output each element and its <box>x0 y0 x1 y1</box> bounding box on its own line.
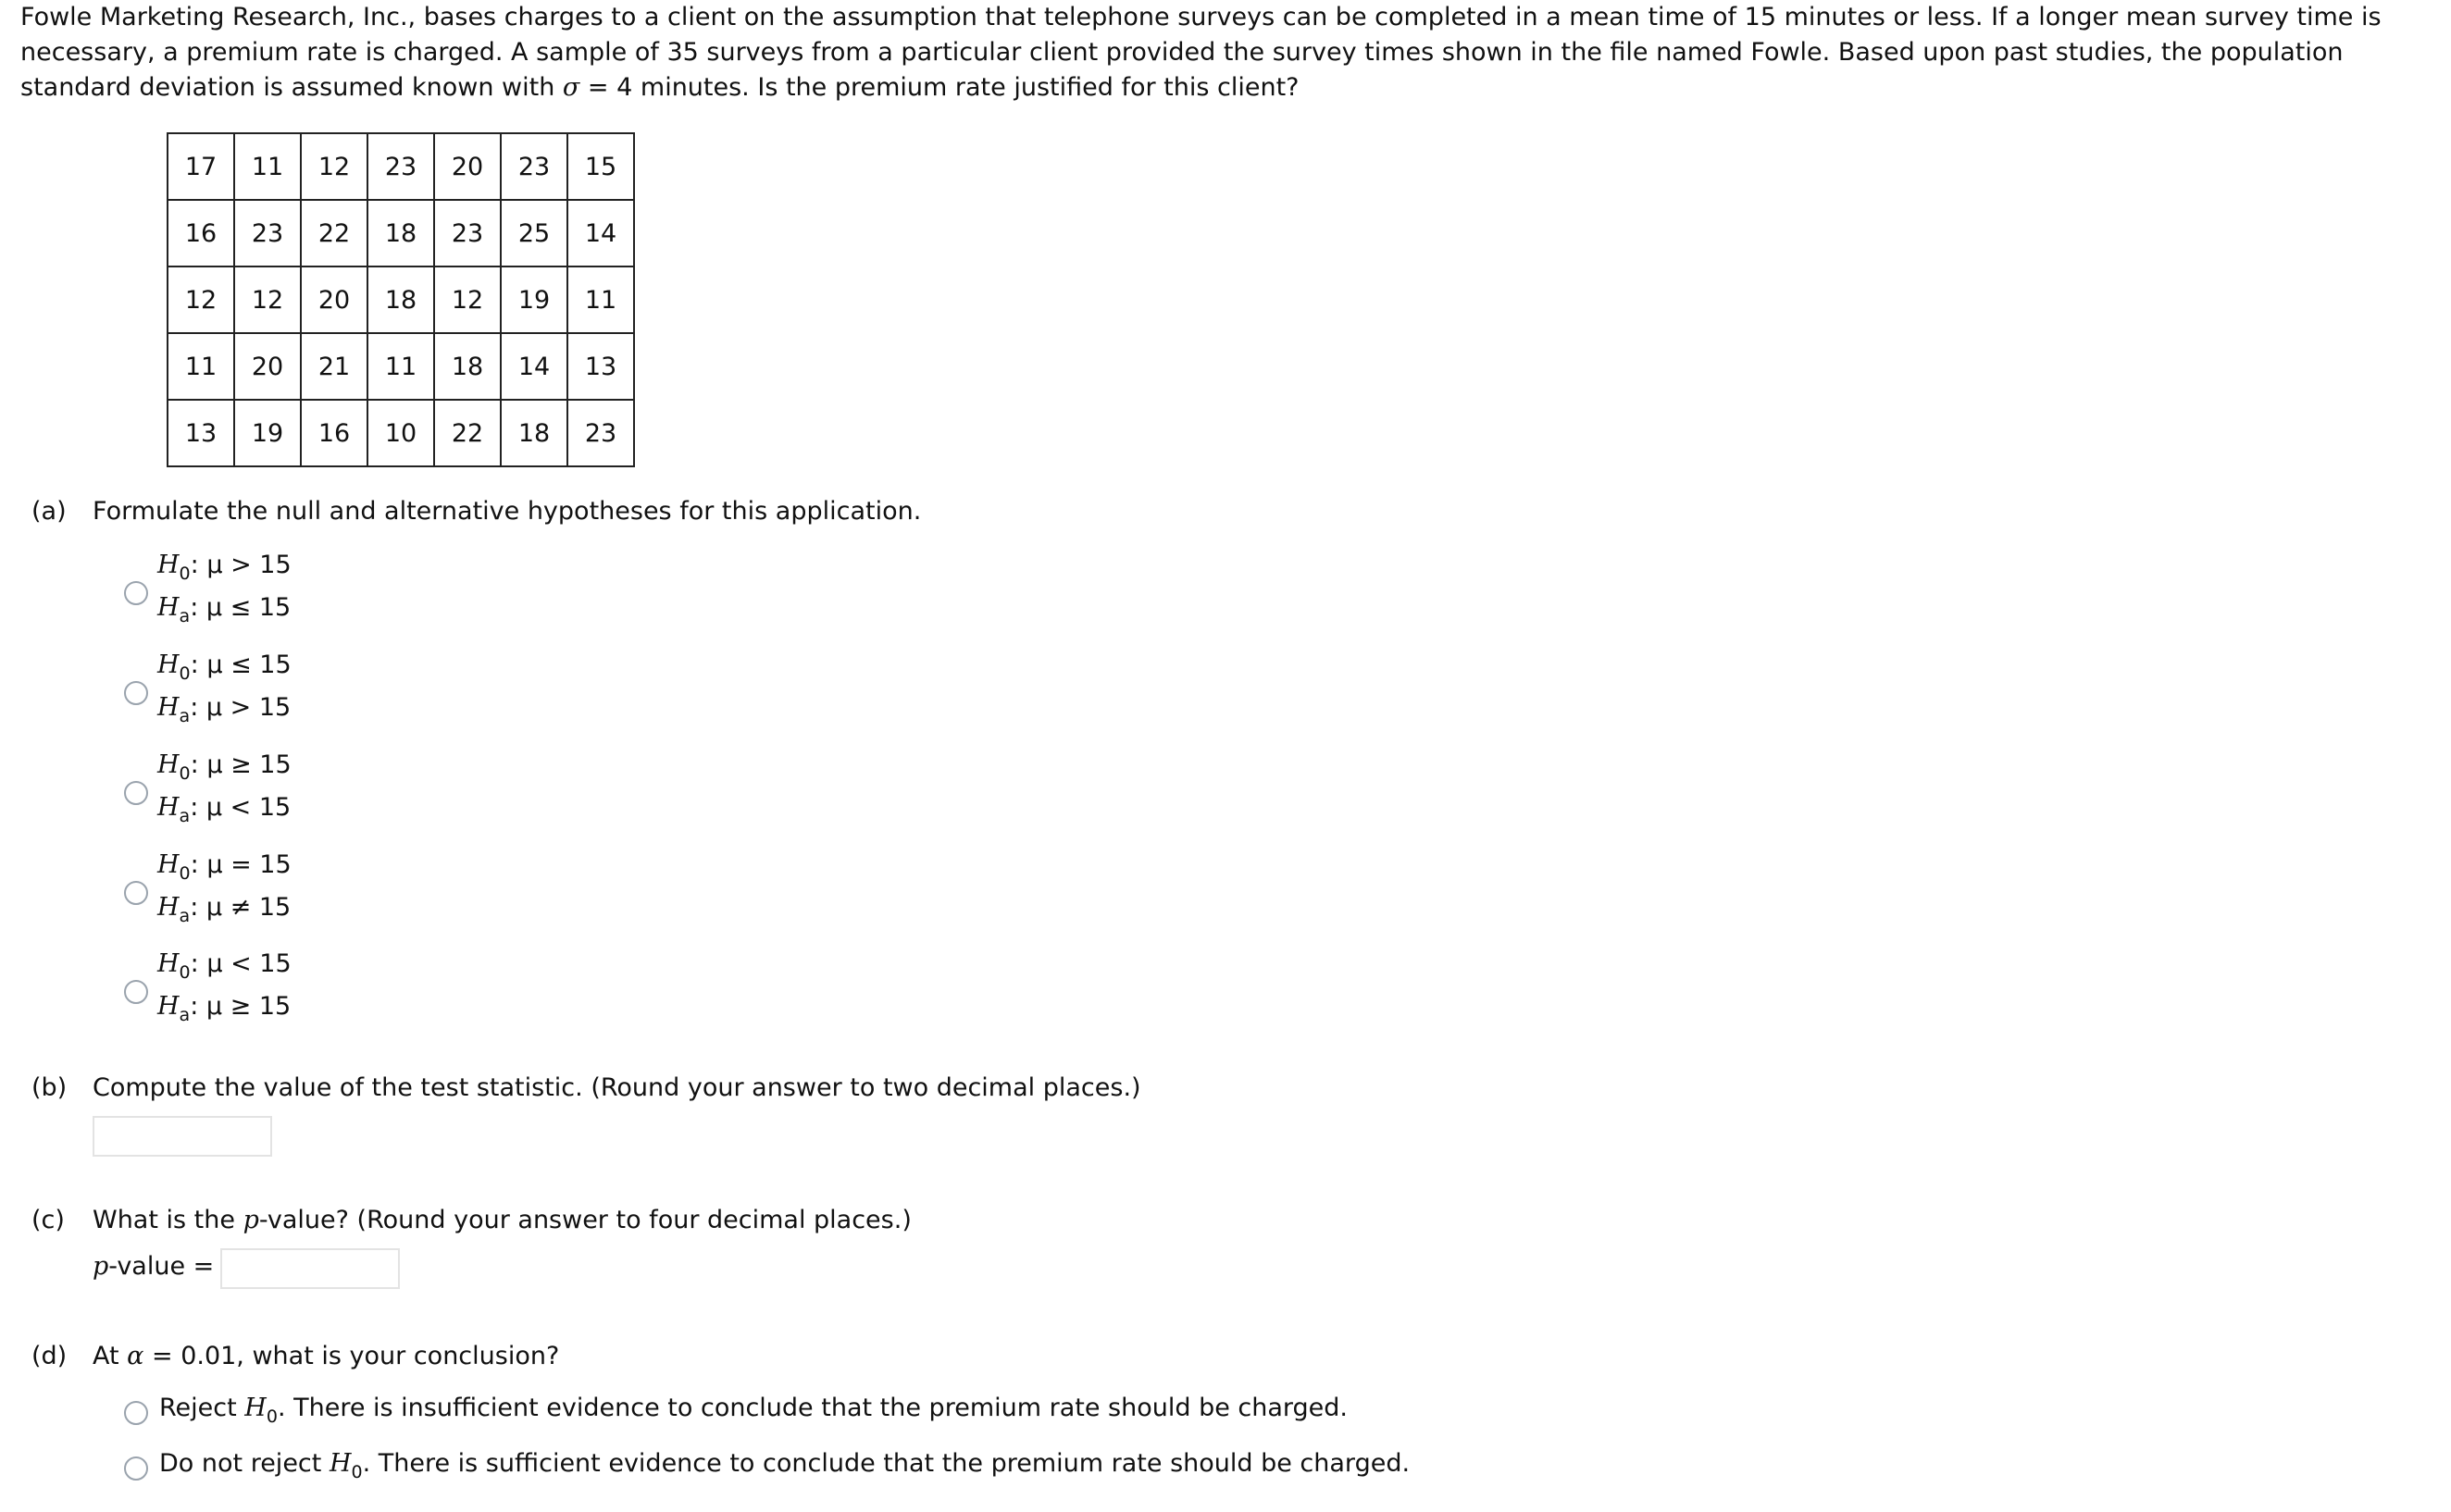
p-value-label-text: -value = <box>108 1252 215 1281</box>
table-cell: 23 <box>367 133 434 200</box>
ha-subscript: a <box>179 806 191 826</box>
table-cell: 20 <box>301 266 367 333</box>
alt-expression: μ > 15 <box>205 693 292 722</box>
h-symbol: H <box>157 850 180 879</box>
table-cell: 11 <box>168 333 234 400</box>
radio-button[interactable] <box>124 881 148 905</box>
hypothesis-option[interactable] <box>124 644 587 727</box>
table-cell: 18 <box>434 333 501 400</box>
alternative-hypothesis: $H_a$: μ > 15 <box>157 693 292 726</box>
conclusion-post: . There is sufficient evidence to conclude that the premium rate should be charged. <box>362 1449 1411 1478</box>
null-hypothesis: $H_0$: μ ≥ 15 <box>157 750 292 784</box>
table-cell: 22 <box>434 400 501 466</box>
alternative-hypothesis: $H_a$: μ ≥ 15 <box>157 992 292 1025</box>
alternative-hypothesis: $H_a$: μ ≤ 15 <box>157 593 292 626</box>
table-cell: 12 <box>301 133 367 200</box>
h-symbol: H <box>329 1449 352 1478</box>
table-cell: 11 <box>567 266 634 333</box>
table-cell: 11 <box>234 133 301 200</box>
h-symbol: H <box>157 793 180 822</box>
alt-expression: μ < 15 <box>205 793 292 822</box>
null-expression: μ = 15 <box>206 850 292 879</box>
alpha-symbol: α <box>127 1342 144 1370</box>
table-cell: 23 <box>234 200 301 266</box>
part-c-text-1: What is the <box>93 1206 243 1234</box>
table-cell: 17 <box>168 133 234 200</box>
table-cell: 15 <box>567 133 634 200</box>
part-c-text-2: -value? (Round your answer to four decimal places.) <box>258 1206 912 1234</box>
null-hypothesis: $H_0$: μ < 15 <box>157 949 292 983</box>
radio-button[interactable] <box>124 581 148 605</box>
table-cell: 16 <box>168 200 234 266</box>
hypothesis-option[interactable] <box>124 744 587 827</box>
radio-button[interactable] <box>124 781 148 805</box>
hypothesis-option[interactable] <box>124 544 587 627</box>
table-cell: 25 <box>501 200 567 266</box>
test-statistic-input[interactable] <box>93 1116 272 1157</box>
h0-subscript: 0 <box>179 962 191 983</box>
h-symbol: H <box>244 1394 267 1422</box>
table-cell: 19 <box>234 400 301 466</box>
table-cell: 23 <box>567 400 634 466</box>
null-expression: μ < 15 <box>206 949 292 978</box>
conclusion-text <box>159 1449 1410 1482</box>
ha-subscript: a <box>179 1005 191 1025</box>
table-cell: 13 <box>168 400 234 466</box>
table-cell: 14 <box>501 333 567 400</box>
alt-expression: μ ≤ 15 <box>205 593 292 622</box>
table-cell: 21 <box>301 333 367 400</box>
table-cell: 20 <box>234 333 301 400</box>
table-row <box>168 200 634 266</box>
h-symbol: H <box>157 693 180 722</box>
intro-text-2: = 4 minutes. Is the premium rate justified for this client? <box>579 73 1300 102</box>
table-cell: 16 <box>301 400 367 466</box>
radio-button[interactable] <box>124 980 148 1004</box>
part-a-text: Formulate the null and alternative hypotheses for this application. <box>93 497 922 526</box>
intro-text-1: Fowle Marketing Research, Inc., bases charges to a client on the assumption that telephone surveys can be completed in a mean time of 15 minutes or less. If a longer mean survey time is necessary, a premium rate is charged. A sample of 35 surveys from a particular client provided the survey times shown in the file named Fowle. Based upon past studies, the population standard deviation is assumed known with <box>20 3 2382 102</box>
table-row <box>168 133 634 200</box>
h-symbol: H <box>157 750 180 779</box>
null-hypothesis: $H_0$: μ > 15 <box>157 551 292 584</box>
table-row <box>168 266 634 333</box>
conclusion-pre: Do not reject <box>159 1449 330 1478</box>
p-value-label <box>93 1252 214 1281</box>
h0-subscript: 0 <box>179 564 191 584</box>
part-d-question <box>31 1342 559 1370</box>
null-hypothesis: $H_0$: μ = 15 <box>157 850 292 884</box>
table-row <box>168 333 634 400</box>
part-d-text-1: At <box>93 1342 128 1370</box>
table-cell: 12 <box>234 266 301 333</box>
p-value-input[interactable] <box>220 1248 400 1289</box>
h-symbol: H <box>157 651 180 679</box>
sigma-symbol: σ <box>562 73 580 102</box>
h-symbol: H <box>157 593 180 622</box>
h0-subscript: 0 <box>179 763 191 784</box>
null-expression: μ ≤ 15 <box>206 651 292 679</box>
part-c-question <box>31 1206 912 1234</box>
table-cell: 13 <box>567 333 634 400</box>
alt-expression: μ ≥ 15 <box>205 992 292 1021</box>
h0-subscript: 0 <box>351 1462 363 1482</box>
p-value-p: p <box>93 1252 109 1281</box>
ha-subscript: a <box>179 706 191 726</box>
table-cell: 11 <box>367 333 434 400</box>
h-symbol: H <box>157 949 180 978</box>
part-b-text: Compute the value of the test statistic. (Round your answer to two decimal places.) <box>93 1073 1141 1102</box>
alternative-hypothesis: $H_a$: μ ≠ 15 <box>157 893 292 926</box>
radio-button[interactable] <box>124 1456 148 1481</box>
radio-button[interactable] <box>124 1401 148 1425</box>
part-a-label: (a) <box>31 497 67 526</box>
null-expression: μ > 15 <box>206 551 292 579</box>
part-b-question <box>31 1073 1141 1102</box>
alt-expression: μ ≠ 15 <box>205 893 292 922</box>
h-symbol: H <box>157 893 180 922</box>
table-cell: 22 <box>301 200 367 266</box>
table-cell: 18 <box>367 200 434 266</box>
problem-statement <box>20 0 2436 105</box>
null-hypothesis: $H_0$: μ ≤ 15 <box>157 651 292 684</box>
part-b-label: (b) <box>31 1073 68 1102</box>
h0-subscript: 0 <box>179 663 191 684</box>
null-expression: μ ≥ 15 <box>206 750 292 779</box>
table-cell: 10 <box>367 400 434 466</box>
table-cell: 23 <box>434 200 501 266</box>
h0-subscript: 0 <box>266 1407 278 1427</box>
table-cell: 18 <box>367 266 434 333</box>
conclusion-post: . There is insufficient evidence to conclude that the premium rate should be charged. <box>277 1394 1349 1422</box>
table-cell: 19 <box>501 266 567 333</box>
part-d-text-2: = 0.01, what is your conclusion? <box>143 1342 560 1370</box>
part-c-label: (c) <box>31 1206 65 1234</box>
table-cell: 20 <box>434 133 501 200</box>
survey-times-table <box>167 132 635 467</box>
hypothesis-option[interactable] <box>124 844 587 927</box>
table-cell: 12 <box>434 266 501 333</box>
table-cell: 18 <box>501 400 567 466</box>
table-cell: 23 <box>501 133 567 200</box>
radio-button[interactable] <box>124 681 148 705</box>
part-c-p: p <box>243 1206 259 1234</box>
alternative-hypothesis: $H_a$: μ < 15 <box>157 793 292 826</box>
ha-subscript: a <box>179 606 191 626</box>
h-symbol: H <box>157 551 180 579</box>
h-symbol: H <box>157 992 180 1021</box>
h0-subscript: 0 <box>179 863 191 884</box>
conclusion-pre: Reject <box>159 1394 245 1422</box>
hypothesis-option[interactable] <box>124 943 587 1026</box>
table-row <box>168 400 634 466</box>
table-cell: 12 <box>168 266 234 333</box>
part-d-label: (d) <box>31 1342 68 1370</box>
conclusion-text <box>159 1394 1348 1427</box>
ha-subscript: a <box>179 906 191 926</box>
table-cell: 14 <box>567 200 634 266</box>
part-a-question <box>31 497 921 526</box>
